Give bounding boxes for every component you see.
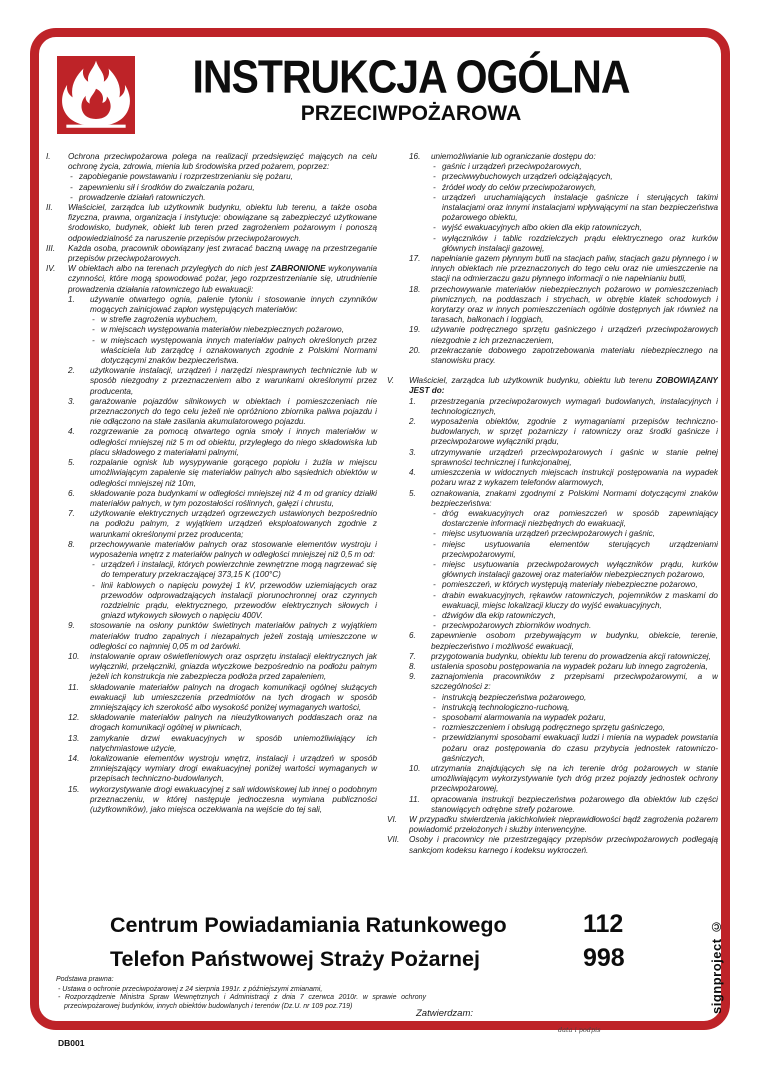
- instruction-item: [68, 785, 377, 816]
- instruction-item: [70, 172, 377, 182]
- item-label: 2.: [68, 366, 75, 376]
- instruction-item: [409, 795, 718, 815]
- instruction-item: [409, 417, 718, 448]
- right-column: [387, 152, 718, 904]
- instruction-item: [409, 285, 718, 326]
- item-text: rozmieszczeniem i obsługą podręcznego sprzętu gaśniczego,: [442, 723, 666, 733]
- item-text: linii kablowych o napięciu powyżej 1 kV, przewodów uziemiających oraz przewodów odprowadzających instalacji piorunochronnej oraz czynnych rozdzielnic prądu, elektrycznego, przewodów elektrycznych siłowych i gniazd wtykowych siłowych o napięciu 400V.: [101, 580, 377, 621]
- item-text: opracowania instrukcji bezpieczeństwa pożarowego dla obiektów lub części stanowiących odrębne strefy pożarowe.: [431, 794, 718, 814]
- instruction-item: [68, 754, 377, 785]
- instruction-item: [68, 427, 377, 458]
- item-text: przeciwwybuchowych urządzeń odciążających,: [442, 172, 613, 182]
- instruction-item: [387, 815, 718, 835]
- item-label: I.: [46, 152, 51, 161]
- instruction-item: [68, 652, 377, 683]
- instruction-item: [433, 172, 718, 182]
- flame-icon: [57, 56, 135, 134]
- item-label: 12.: [68, 713, 80, 723]
- item-label: 9.: [68, 621, 75, 631]
- item-text: drabin ewakuacyjnych, rękawów ratowniczych, pojemników z maskami do ewakuacji, miejsc lokalizacji kluczy do wyjść ewakuacyjnych,: [442, 590, 718, 610]
- instruction-item: [92, 315, 377, 325]
- instruction-item: [433, 723, 718, 733]
- item-label: 13.: [68, 733, 80, 743]
- instruction-item: [70, 193, 377, 203]
- item-text: urządzeń uruchamiających instalacje gaśnicze i sterujących takimi instalacjami oraz innymi instalacjami wpływającymi na stan bezpieczeństwa pożarowego obiektu,: [442, 192, 718, 223]
- instruction-item: [409, 468, 718, 488]
- instruction-item: [433, 234, 718, 254]
- item-text: składowanie poza budynkami w odległości mniejszej niż 4 m od granicy działki materiałów palnych, w tym pozostałości roślinnych, gałęzi i chrustu,: [90, 488, 377, 508]
- title-line-1: INSTRUKCJA OGÓLNA: [192, 50, 630, 103]
- item-label: 8.: [409, 661, 416, 671]
- catalog-code: DB001: [58, 1038, 85, 1048]
- item-label: -: [433, 223, 436, 233]
- emergency-row: [110, 910, 655, 939]
- item-label: VI.: [387, 815, 398, 824]
- item-label: -: [92, 315, 95, 325]
- item-text: użytkowanie instalacji, urządzeń i narzędzi niesprawnych technicznie lub w sposób niezgodny z przeznaczeniem albo z warunkami określonymi przez producenta,: [90, 366, 377, 396]
- item-label: 2.: [409, 417, 416, 427]
- item-text: wyłączników i tablic rozdzielczych prądu elektrycznego oraz kurków głównych instalacji gazowej,: [442, 233, 718, 253]
- item-text: Osoby i pracownicy nie przestrzegający przepisów przeciwpożarowych podlegają sankcjom kodeksu karnego i kodeksu wykroczeń.: [409, 835, 718, 855]
- item-label: -: [433, 529, 436, 539]
- instruction-item: [409, 652, 718, 662]
- instruction-item: [433, 193, 718, 224]
- instruction-item: [433, 621, 718, 631]
- emergency-numbers: [110, 910, 655, 978]
- item-label: 6.: [409, 631, 416, 641]
- instruction-item: [433, 703, 718, 713]
- item-text: lokalizowanie elementów wystroju wnętrz, instalacji i urządzeń w sposób zmniejszający wymiary drogi ewakuacyjnej poniżej wartości wymaganych w przepisach techniczno-budowlanych,: [90, 753, 377, 784]
- item-text: sposobami alarmowania na wypadek pożaru,: [442, 712, 606, 722]
- item-label: -: [92, 580, 95, 590]
- item-label: 3.: [409, 447, 416, 457]
- emergency-number: 112: [583, 910, 624, 938]
- item-text: rozgrzewanie za pomocą otwartego ognia smoły i innych materiałów w odległości mniejszej niż 5 m od obiektu, przyległego do niego składowiska lub placu składowego z materiałami palnymi,: [90, 427, 377, 457]
- item-text: stosowanie na osłony punktów świetlnych materiałów palnych z wyjątkiem materiałów trudno zapalnych i niezapalnych jeżeli zostają umieszczone w odległości co najmniej 0,05 m od żarówki.: [90, 621, 377, 651]
- instruction-item: [387, 376, 718, 396]
- instruction-item: [387, 835, 718, 855]
- item-label: 15.: [68, 784, 80, 794]
- item-label: -: [433, 580, 436, 590]
- legal-basis-items: [56, 986, 426, 1012]
- item-label: 5.: [409, 488, 416, 498]
- item-text: W obiektach albo na terenach przyległych do nich jest ZABRONIONE wykonywania czynności, które mogą spowodować pożar, jego rozprzestrzenianie się, utrudnienie prowadzenia działania ratowniczego lub ewakuacji:: [68, 264, 377, 294]
- item-label: -: [70, 192, 73, 202]
- instruction-item: [46, 264, 377, 295]
- item-text: prowadzenie działań ratowniczych.: [79, 192, 206, 202]
- instruction-item: [409, 672, 718, 692]
- poster-title: [140, 52, 682, 126]
- item-text: zapobieganie powstawaniu i rozprzestrzenianiu się pożaru,: [79, 172, 293, 182]
- instruction-item: [409, 489, 718, 509]
- item-text: przewidzianymi sposobami ewakuacji ludzi i mienia na wypadek powstania pożaru oraz postępowania do czasu przybycia jednostek ratowniczo-gaśniczych,: [442, 733, 718, 763]
- item-text: W przypadku stwierdzenia jakichkolwiek nieprawidłowości bądź zagrożenia pożarem powiadomić przełożonych i służby interwencyjne.: [409, 815, 718, 835]
- item-label: -: [92, 560, 95, 570]
- item-text: Ochrona przeciwpożarowa polega na realizacji przedsięwzięć mających na celu ochronę życia, zdrowia, mienia lub środowiska przed pożarem, poprzez:: [68, 152, 377, 172]
- instruction-item: [433, 591, 718, 611]
- instruction-item: [409, 397, 718, 417]
- item-label: 20.: [409, 345, 421, 355]
- item-label: 1.: [68, 294, 75, 304]
- item-label: -: [70, 172, 73, 182]
- instruction-item: [409, 662, 718, 672]
- item-label: -: [433, 692, 436, 702]
- item-text: dźwigów dla ekip ratowniczych,: [442, 610, 556, 620]
- item-label: IV.: [46, 264, 56, 274]
- instruction-item: [433, 580, 718, 590]
- item-text: źródeł wody do celów przeciwpożarowych,: [442, 182, 597, 192]
- item-label: 16.: [409, 152, 421, 161]
- item-text: przestrzegania przeciwpożarowych wymagań budowlanych, instalacyjnych i technologicznych,: [431, 396, 718, 416]
- item-label: V.: [387, 376, 395, 386]
- item-text: utrzymania znajdujących się na ich terenie dróg pożarowych w stanie umożliwiającym wykorzystywanie tych dróg przez pojazdy jednostek ochrony przeciwpożarowej,: [431, 763, 718, 794]
- item-label: 9.: [409, 672, 416, 682]
- item-label: -: [433, 723, 436, 733]
- emergency-row: [110, 944, 655, 973]
- instruction-item: [433, 713, 718, 723]
- item-label: 19.: [409, 325, 421, 335]
- item-text: instalowanie opraw oświetleniowych oraz osprzętu instalacji elektrycznych jak wyłączniki, przełączniki, gniazda wtyczkowe bezpośrednio na podłożu palnym jeżeli ich konstrukcja nie zabezpiecza podłoża przed zapaleniem,: [90, 651, 377, 682]
- title-line-2: PRZECIWPOŻAROWA: [300, 102, 522, 125]
- legal-basis-title: Podstawa prawna:: [56, 976, 114, 983]
- item-text: wykorzystywanie drogi ewakuacyjnej z sali widowiskowej lub innej o podobnym przeznaczeniu, w której następuje jednoczesna wymiana publiczności (użytkowników), jako miejsca oczekiwania na wejście do tej sali,: [90, 784, 377, 814]
- instruction-item: [70, 183, 377, 193]
- item-label: 5.: [68, 458, 75, 468]
- legal-basis: [56, 976, 426, 1011]
- instruction-item: [433, 693, 718, 703]
- item-text: miejsc usytuowania przeciwpożarowych wyłączników prądu, kurków głównych instalacji gazowej oraz materiałów niebezpiecznych pożarowo,: [442, 559, 718, 580]
- item-label: 11.: [409, 794, 420, 804]
- item-text: zapewnieniu sił i środków do zwalczania pożaru,: [79, 182, 255, 192]
- item-text: umieszczenia w widocznych miejscach instrukcji postępowania na wypadek pożaru wraz z wykazem telefonów alarmowych,: [431, 468, 718, 488]
- item-label: 18.: [409, 284, 421, 294]
- instruction-item: [68, 713, 377, 733]
- instruction-item: [409, 254, 718, 285]
- instruction-item: [433, 540, 718, 560]
- item-text: Właściciel, zarządca lub użytkownik budynku, obiektu lub terenu ZOBOWIĄZANY JEST do:: [409, 376, 718, 396]
- item-label: 1.: [409, 396, 416, 406]
- instruction-item: [68, 734, 377, 754]
- instruction-item: [409, 325, 718, 345]
- instruction-item: [433, 162, 718, 172]
- item-text: w strefie zagrożenia wybuchem,: [101, 315, 218, 325]
- item-label: 14.: [68, 753, 80, 763]
- item-label: -: [433, 610, 436, 620]
- item-label: -: [433, 162, 436, 172]
- instruction-item: [46, 152, 377, 172]
- item-text: utrzymywanie urządzeń przeciwpożarowych i gaśnic w stanie pełnej sprawności technicznej i funkcjonalnej,: [431, 447, 718, 467]
- item-text: pomieszczeń, w których występują materiały niebezpieczne pożarowo,: [442, 580, 698, 590]
- instruction-item: [68, 683, 377, 714]
- item-text: zaznajomienia pracowników z przepisami przeciwpożarowymi, a w szczególności z:: [431, 672, 718, 692]
- item-label: VII.: [387, 835, 400, 845]
- item-label: II.: [46, 203, 53, 213]
- item-text: wyjść ewakuacyjnych albo okien dla ekip ratowniczych,: [442, 223, 642, 233]
- instruction-item: [68, 366, 377, 397]
- item-label: -: [433, 233, 436, 243]
- item-label: -: [433, 539, 436, 549]
- item-label: 3.: [68, 396, 75, 406]
- item-text: przechowywanie materiałów niebezpiecznych pożarowo w pomieszczeniach piwnicznych, na poddaszach i strychach, w obrębie klatek schodowych i korytarzy oraz w innych pomieszczeniach ogólnie dostępnych jak również na tarasach, balkonach i loggiach,: [431, 284, 718, 325]
- instruction-item: [409, 764, 718, 795]
- emergency-label: Telefon Państwowej Straży Pożarnej: [110, 947, 480, 971]
- emergency-label: Centrum Powiadamiania Ratunkowego: [110, 913, 507, 937]
- instruction-item: [46, 244, 377, 264]
- instruction-item: [433, 223, 718, 233]
- item-label: -: [433, 559, 436, 569]
- instruction-item: [92, 581, 377, 622]
- legal-item: - Ustawa o ochronie przeciwpożarowej z 24 sierpnia 1991r. z późniejszymi zmianami,: [58, 985, 323, 993]
- item-text: przeciwpożarowych zbiorników wodnych.: [442, 621, 592, 631]
- instruction-item: [68, 621, 377, 652]
- item-text: gaśnic i urządzeń przeciwpożarowych,: [442, 162, 582, 172]
- item-text: przechowywanie materiałów palnych oraz stosowanie elementów wystroju i wyposażenia wnętrz z materiałów palnych w odległości mniejszej niż 0,5 m od:: [90, 539, 377, 559]
- item-label: III.: [46, 243, 56, 253]
- item-text: oznakowania, znakami zgodnymi z Polskimi Normami dotyczącymi znaków bezpieczeństwa:: [431, 488, 718, 508]
- instruction-item: [92, 336, 377, 367]
- instruction-item: [68, 540, 377, 560]
- item-label: -: [92, 335, 95, 345]
- item-label: -: [433, 621, 436, 631]
- instruction-item: [92, 560, 377, 580]
- item-label: 17.: [409, 254, 421, 264]
- item-label: 10.: [409, 763, 421, 773]
- item-text: składowanie materiałów palnych na nieużytkowanych poddaszach oraz na drogach komunikacji ogólnej w piwnicach,: [90, 713, 377, 733]
- item-label: 7.: [68, 509, 75, 519]
- instruction-item: [68, 489, 377, 509]
- item-text: Właściciel, zarządca lub użytkownik budynku, obiektu lub terenu, a także osoba fizyczna, prawna, organizacja i instytucje: obowiązane są zabezpieczyć użytkowane środowisko, budynek, obiekt lub teren przed zagrożeniem pożarowym i ponoszą odpowiedzialność za naruszenie przepisów przeciwpożarowych.: [68, 203, 377, 243]
- item-label: -: [70, 182, 73, 192]
- item-label: 6.: [68, 488, 75, 498]
- item-label: -: [433, 590, 436, 600]
- instruction-item: [433, 560, 718, 580]
- brand-vertical-text: signproject ©: [709, 918, 724, 1014]
- item-label: 10.: [68, 651, 80, 661]
- item-text: napełnianie gazem płynnym butli na stacjach paliw, stacjach gazu płynnego i w innych obiektach nie przeznaczonych do tego celu oraz nie umieszczenie na stacji na odmierzaczu gazu płynnego informacji o nie napełnianiu butli,: [431, 254, 718, 284]
- signature-hint: data i podpis: [558, 1026, 601, 1034]
- item-text: miejsc usytuowania urządzeń przeciwpożarowych i gaśnic,: [442, 529, 655, 539]
- item-label: -: [433, 712, 436, 722]
- instruction-item: [433, 733, 718, 764]
- item-label: -: [433, 172, 436, 182]
- item-text: zamykanie drzwi ewakuacyjnych w sposób uniemożliwiający ich natychmiastowe użycie,: [90, 733, 377, 753]
- approve-label: Zatwierdzam:: [416, 1008, 474, 1019]
- item-label: 11.: [68, 682, 79, 692]
- item-label: 7.: [409, 651, 416, 661]
- item-text: urządzeń i instalacji, których powierzchnie zewnętrzne mogą nagrzewać się do temperatury przekraczającej 373,15 K (100°C): [101, 560, 377, 580]
- item-text: dróg ewakuacyjnych oraz pomieszczeń w sposób zapewniający dostarczenie informacji niezbędnych do ewakuacji,: [442, 508, 718, 529]
- item-label: -: [433, 733, 436, 743]
- instruction-item: [92, 325, 377, 335]
- item-text: przekraczanie dobowego zapotrzebowania materiału niebezpiecznego na stanowisku pracy.: [431, 345, 718, 366]
- instruction-item: [433, 183, 718, 193]
- item-text: składowanie materiałów palnych na drogach komunikacji ogólnej służących ewakuacji lub umieszczenia przedmiotów na tych drogach w sposób zmniejszający ich szerokość albo wysokość poniżej wymaganych wartości,: [90, 682, 377, 712]
- item-label: -: [433, 702, 436, 712]
- instruction-item: [68, 458, 377, 489]
- instruction-item: [433, 529, 718, 539]
- item-text: w miejscach występowania materiałów niebezpiecznych pożarowo,: [101, 325, 345, 335]
- emergency-number: 998: [583, 944, 625, 972]
- item-label: -: [433, 508, 436, 518]
- left-column: [46, 152, 377, 904]
- instruction-item: [68, 295, 377, 315]
- instruction-item: [46, 203, 377, 244]
- instruction-item: [68, 397, 377, 428]
- item-label: -: [433, 192, 436, 202]
- item-text: używanie otwartego ognia, palenie tytoniu i stosowanie innych czynników mogących zainicjować zapłon występujących materiałów:: [90, 294, 377, 315]
- instruction-item: [433, 611, 718, 621]
- instruction-item: [68, 509, 377, 540]
- item-text: uniemożliwianie lub ograniczanie dostępu do:: [431, 152, 596, 161]
- instruction-item: [409, 346, 718, 366]
- item-text: wyposażenia obiektów, zgodnie z wymaganiami przepisów techniczno-budowlanych, w sprzęt pożarniczy i ratowniczy oraz środki gaśnicze i przeciwpożarowe wyłączniki prądu,: [431, 417, 718, 447]
- item-text: użytkowanie elektrycznych urządzeń ogrzewczych ustawionych bezpośrednio na podłożu palnym, z wyjątkiem urządzeń eksploatowanych zgodnie z warunkami określonymi przez producenta;: [90, 509, 377, 539]
- item-label: -: [92, 325, 95, 335]
- item-text: zapewnienie osobom przebywającym w budynku, obiekcie, terenie, bezpieczeństwo i możliwość ewakuacji,: [431, 631, 718, 651]
- item-text: używanie podręcznego sprzętu gaśniczego i urządzeń przeciwpożarowych niezgodnie z ich przeznaczeniem,: [431, 325, 718, 345]
- item-text: ustalenia sposobu postępowania na wypadek pożaru lub innego zagrożenia,: [431, 661, 708, 671]
- instruction-item: [433, 509, 718, 529]
- item-text: w miejscach występowania innych materiałów palnych określonych przez właściciela lub zarządcę i oznakowanych zgodnie z Polskimi Normami dotyczącymi znaków bezpieczeństwa.: [101, 335, 377, 366]
- item-text: garażowanie pojazdów silnikowych w obiektach i pomieszczeniach nie przeznaczonych do tego celu jeżeli nie opróżniono zbiornika paliwa pojazdu i nie odłączono na stałe zasilania akumulatorowego pojazdu.: [90, 396, 377, 427]
- item-text: Każda osoba, pracownik obowiązany jest zwracać baczną uwagę na przestrzeganie przepisów przeciwpożarowych.: [68, 243, 377, 264]
- item-text: przygotowania budynku, obiektu lub terenu do prowadzenia akcji ratowniczej,: [431, 651, 711, 661]
- item-text: rozpalanie ognisk lub wysypywanie gorącego popiołu i żużla w miejscu umożliwiającym zapalenie się materiałów palnych albo sąsiednich obiektów w odległości mniejszej niż 10m,: [90, 458, 377, 488]
- item-label: 8.: [68, 539, 75, 549]
- instruction-body: [46, 152, 718, 904]
- instruction-item: [409, 448, 718, 468]
- item-label: -: [433, 182, 436, 192]
- item-text: instrukcją bezpieczeństwa pożarowego,: [442, 692, 587, 702]
- item-label: 4.: [409, 468, 416, 478]
- item-text: instrukcją technologiczno-ruchową,: [442, 702, 570, 712]
- item-label: 4.: [68, 427, 75, 437]
- instruction-item: [409, 631, 718, 651]
- item-text: miejsc usytuowania elementów sterujących urządzeniami przeciwpożarowymi,: [442, 539, 718, 559]
- instruction-item: [409, 152, 718, 162]
- legal-item: - Rozporządzenie Ministra Spraw Wewnętrznych i Administracji z dnia 7 czerwca 2010r. w sprawie ochrony przeciwpożarowej budynków, innych obiektów budowlanych i terenów (Dz.U. nr 109 poz.719): [58, 994, 426, 1010]
